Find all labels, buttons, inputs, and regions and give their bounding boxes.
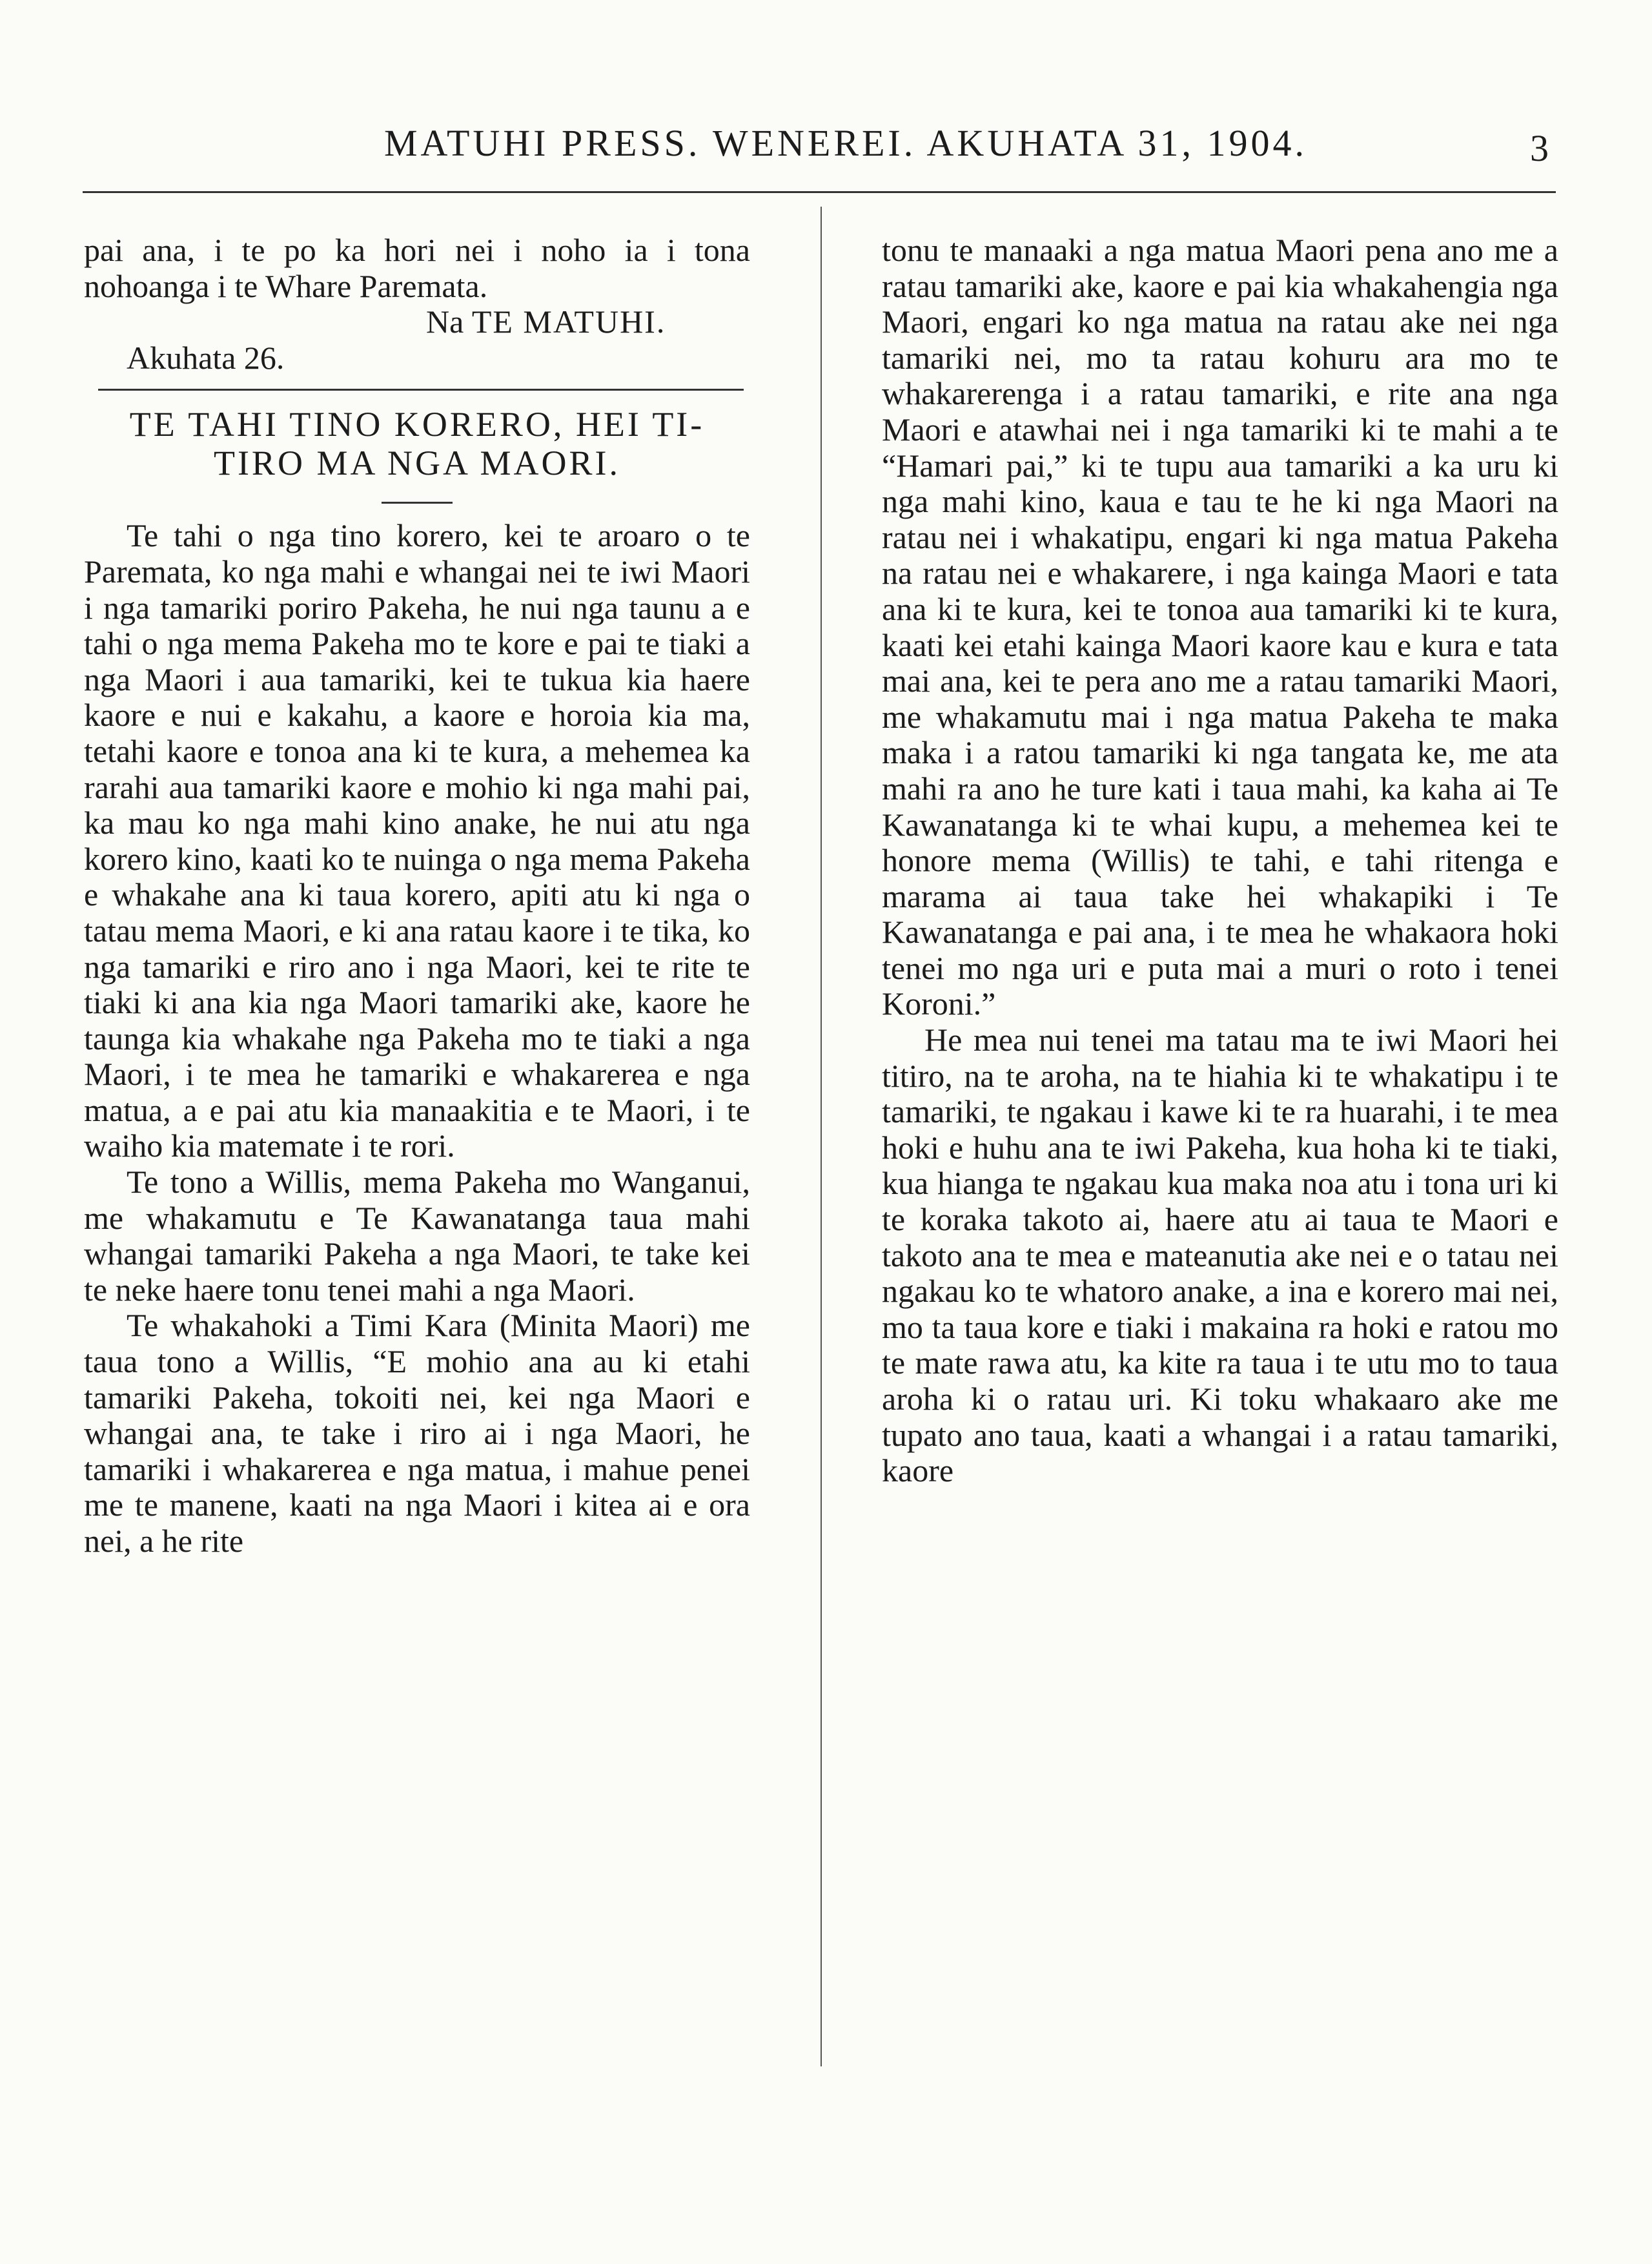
article-paragraph: tonu te manaaki a nga matua Maori pena ano me a ratau tamariki ake, kaore e pai kia whakahengia nga Maori, engari ko nga matua na ratau ake nei nga tamariki nei, mo ta ratau kohuru ara mo te whakarerenga i a ratau tamariki, e rite ana nga Maori e atawhai nei i nga tamariki ki te mahi a te “Hamari pai,” ki te tupu aua tamariki a ka uru ki nga mahi kino, kaua e tau te he ki nga Maori na ratau nei i whakatipu, engari ki nga matua Pakeha na ratau nei e whakarere, i nga kainga Maori e tata ana ki te kura, kei te tonoa aua tamariki ki te kura, kaati kei etahi kainga Maori kaore kau e kura e tata mai ana, kei te pera ano me a ratau tamariki Maori, me whakamutu mai i nga matua Pakeha te maka maka i a ratou tamariki ki nga tangata ke, me ata mahi ra ano he ture kati i taua mahi, ka kaha ai Te Kawanatanga ki te whai kupu, a mehemea kei te honore mema (Willis) te tahi, e tahi ritenga e marama ai taua take hei whakapiki i Te Kawanatanga e pai ana, i te mea he whakaora hoki tenei mo nga uri e puta mai a muri o roto i tenei Koroni.” [882, 232, 1558, 1022]
article-headline: TE TAHI TINO KORERO, HEI TI-TIRO MA NGA MAORI. [129, 405, 705, 483]
author-signature [426, 304, 750, 340]
section-divider [98, 389, 744, 391]
dateline: Akuhata 26. [127, 339, 285, 376]
header-rule [83, 191, 1556, 193]
page-number: 3 [1530, 127, 1549, 169]
continued-paragraph: pai ana, i te po ka hori nei i noho ia i tona nohoanga i te Whare Paremata. [84, 232, 750, 304]
column-divider [821, 207, 822, 2066]
signature-prefix: Na [426, 304, 464, 340]
right-column [882, 232, 1558, 1489]
running-header: MATUHI PRESS. WENEREI. AKUHATA 31, 1904. [383, 122, 1308, 164]
article-paragraph: Te tahi o nga tino korero, kei te aroaro o te Paremata, ko nga mahi e whangai nei te iwi Maori i nga tamariki poriro Pakeha, he nui nga taunu a e tahi o nga mema Pakeha mo te kore e pai te tiaki a nga Maori i aua tamariki, kei te tukua kia haere kaore e nui e kakahu, a kaore e horoia kia ma, tetahi kaore e tonoa ana ki te kura, a mehemea ka rarahi aua tamariki kaore e mohio ki nga mahi pai, ka mau ko nga mahi kino anake, he nui atu nga korero kino, kaati ko te nuinga o nga mema Pakeha e whakahe ana ki taua korero, apiti atu ki nga o tatau mema Maori, e ki ana ratau kaore i te tika, ko nga tamariki e riro ano i nga Maori, kei te rite te tiaki ki ana kia nga Maori tamariki ake, kaore he taunga kia whakahe nga Pakeha mo te tiaki a nga Maori, i te mea he tamariki e whakarerea e nga matua, a e pai atu kia manaakitia e te Maori, i te waiho kia matemate i te rori. [84, 517, 750, 1164]
article-paragraph: Te tono a Willis, mema Pakeha mo Wanganui, me whakamutu e Te Kawanatanga taua mahi whangai tamariki Pakeha a nga Maori, te take kei te neke haere tonu tenei mahi a nga Maori. [84, 1164, 750, 1308]
article-paragraph: Te whakahoki a Timi Kara (Minita Maori) me taua tono a Willis, “E mohio ana au ki etahi tamariki Pakeha, tokoiti nei, kei nga Maori e whangai ana, te take i riro ai i nga Maori, he tamariki i whakarerea e nga matua, i mahue penei me te manene, kaati na nga Maori i kitea ai e ora nei, a he rite [84, 1307, 750, 1559]
signature-name: TE MATUHI. [471, 304, 666, 340]
left-column [84, 232, 750, 1559]
article-paragraph: He mea nui tenei ma tatau ma te iwi Maori hei titiro, na te aroha, na te hiahia ki te whakatipu i te tamariki, te ngakau i kawe ki te ra huarahi, i te mea hoki e huhu ana te iwi Pakeha, kua hoha ki te tiaki, kua hianga te ngakau kua maka noa atu i tona uri ki te koraka takoto ai, haere atu ai taua te Maori e takoto ana te mea e mateanutia ake nei e o tatau nei ngakau ko te whatoro anake, a ina e korero mai nei, mo ta taua kore e tiaki i makaina ra hoki e ratou mo te mate rawa atu, ka kite ra taua i te utu mo to taua aroha ki o ratau uri. Ki toku whakaaro ake me tupato ano taua, kaati a whangai i a ratau tamariki, kaore [882, 1022, 1558, 1489]
headline-rule [382, 502, 453, 504]
